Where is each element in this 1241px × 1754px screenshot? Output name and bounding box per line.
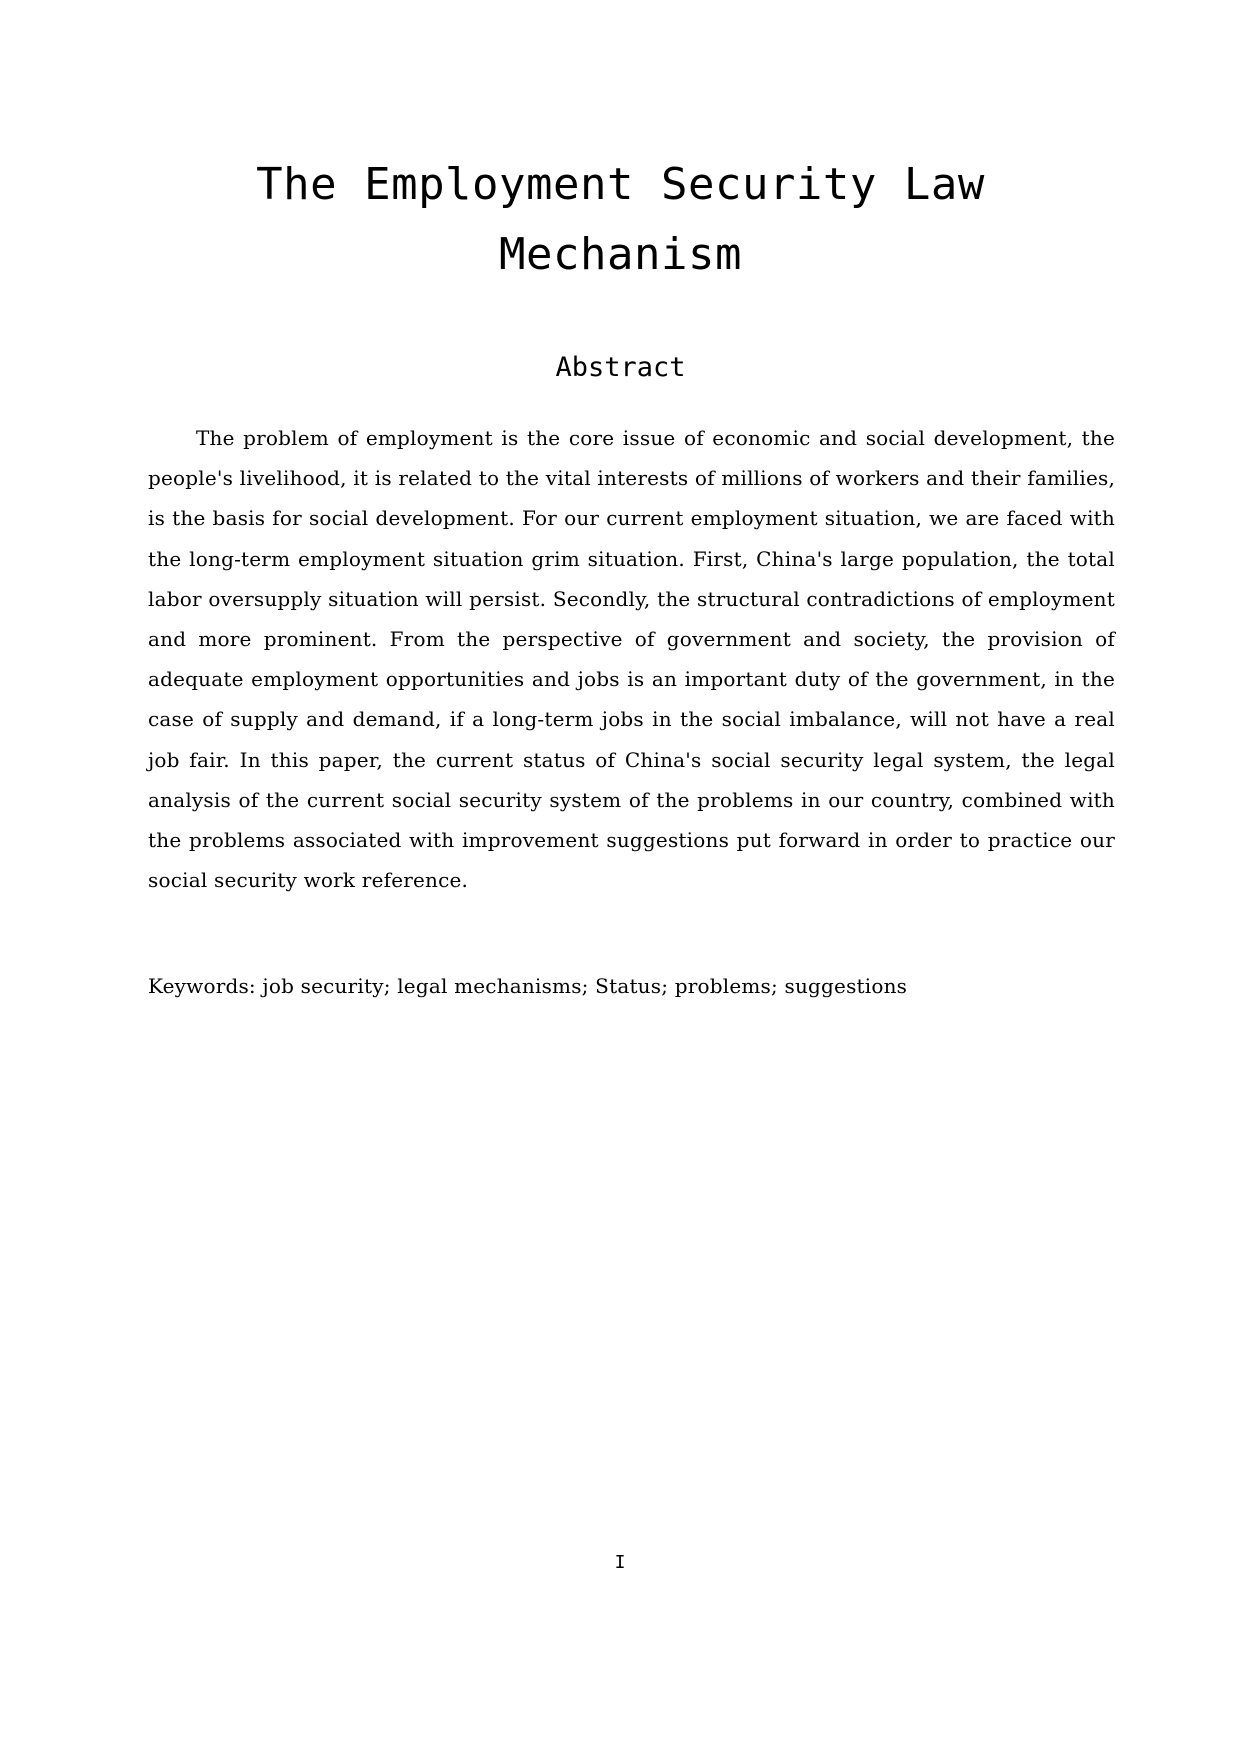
page-number: I xyxy=(614,1552,626,1573)
keywords-line: Keywords: job security; legal mechanisms; Status; problems; suggestions xyxy=(148,974,908,998)
abstract-heading: Abstract xyxy=(555,352,686,383)
document-title xyxy=(150,150,1091,290)
title-line-1: The Employment Security Law xyxy=(256,159,985,210)
abstract-paragraph: The problem of employment is the core issue of economic and social development, the people's livelihood, it is related to the vital interests of millions of workers and their families, is the basis for social development. For our current employment situation, we are faced with the long-term employment situation grim situation. First, China's large population, the total labor oversupply situation will persist. Secondly, the structural contradictions of employment and more prominent. From the perspective of government and society, the provision of adequate employment opportunities and jobs is an important duty of the government, in the case of supply and demand, if a long-term jobs in the social imbalance, will not have a real job fair. In this paper, the current status of China's social security legal system, the legal analysis of the current social security system of the problems in our country, combined with the problems associated with improvement suggestions put forward in order to practice our social security work reference. xyxy=(148,426,1115,893)
title-line-2: Mechanism xyxy=(499,229,742,280)
